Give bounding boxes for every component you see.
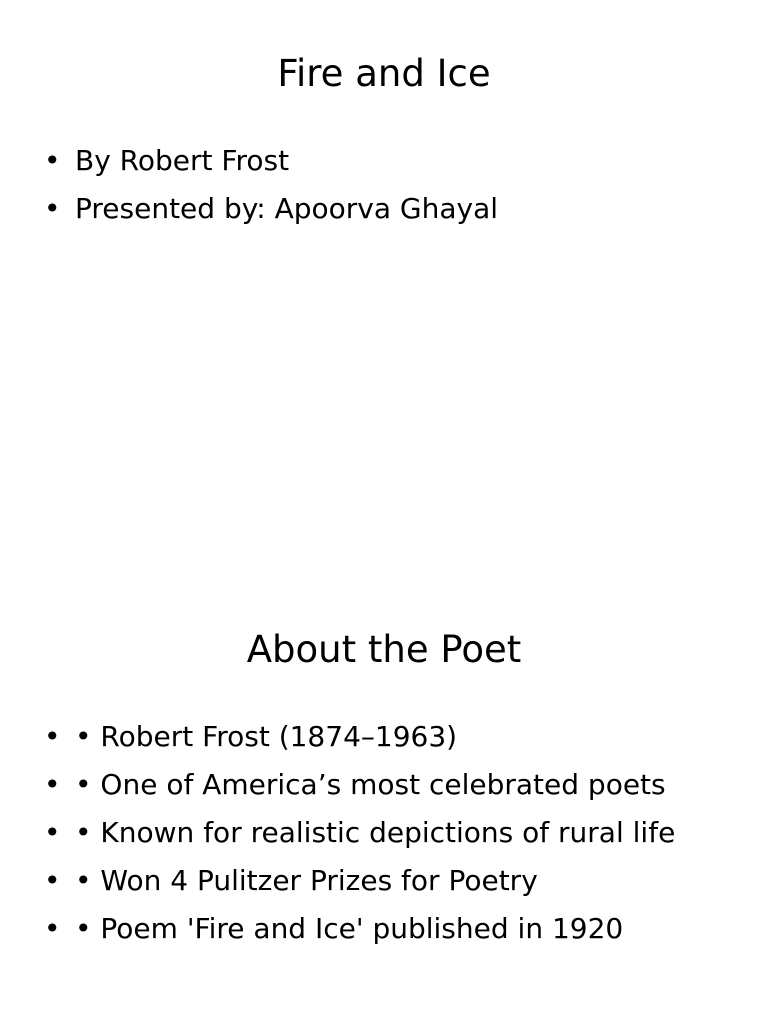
bullet-marker: • xyxy=(44,816,61,849)
bullet-text: • One of America’s most celebrated poets xyxy=(75,768,666,801)
slide-2-title: About the Poet xyxy=(246,628,522,671)
bullet-text: • Known for realistic depictions of rural life xyxy=(75,816,676,849)
slide-1-title: Fire and Ice xyxy=(277,52,491,95)
bullet-item xyxy=(44,140,498,188)
bullet-text: • Poem 'Fire and Ice' published in 1920 xyxy=(75,912,624,945)
bullet-text: • Robert Frost (1874–1963) xyxy=(75,720,458,753)
bullet-item xyxy=(44,716,675,764)
bullet-marker: • xyxy=(44,768,61,801)
bullet-text: • Won 4 Pulitzer Prizes for Poetry xyxy=(75,864,538,897)
bullet-text: Presented by: Apoorva Ghayal xyxy=(75,192,499,225)
bullet-item xyxy=(44,908,675,956)
bullet-item xyxy=(44,812,675,860)
bullet-item xyxy=(44,860,675,908)
slide-1-bullet-list xyxy=(44,140,498,236)
bullet-marker: • xyxy=(44,144,61,177)
bullet-marker: • xyxy=(44,720,61,753)
bullet-item xyxy=(44,764,675,812)
bullet-marker: • xyxy=(44,864,61,897)
slide-2-bullet-list xyxy=(44,716,675,956)
bullet-item xyxy=(44,188,498,236)
bullet-text: By Robert Frost xyxy=(75,144,290,177)
bullet-marker: • xyxy=(44,192,61,225)
bullet-marker: • xyxy=(44,912,61,945)
slide-about-poet xyxy=(0,576,768,1024)
